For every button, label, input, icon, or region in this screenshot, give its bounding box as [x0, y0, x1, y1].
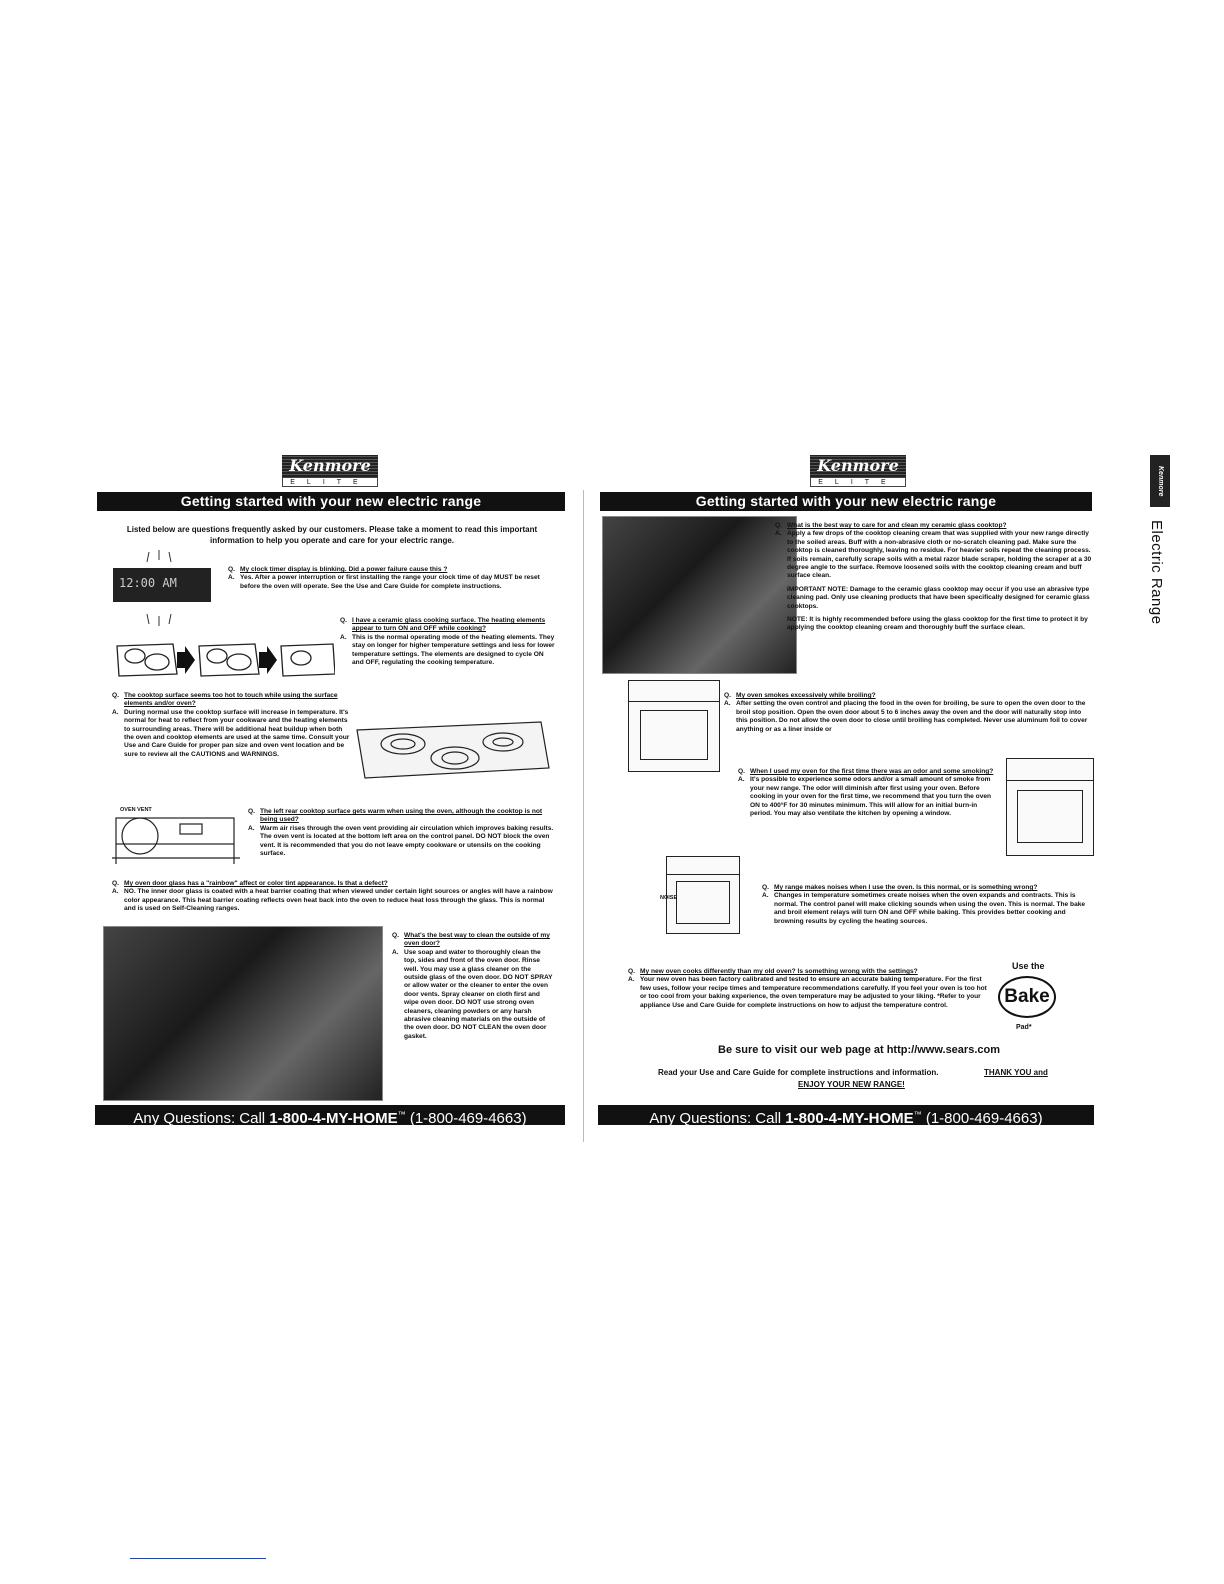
faq-question: What is the best way to care for and clean my ceramic glass cooktop?	[787, 522, 1007, 529]
q-label: Q.	[724, 692, 731, 699]
oven-vent-illustration	[112, 806, 240, 876]
footer-tm: ™	[913, 1110, 922, 1119]
range-illustration	[628, 680, 720, 772]
read-guide-text: Read your Use and Care Guide for complete instructions and information.	[658, 1068, 939, 1077]
questions-footer	[95, 1105, 565, 1125]
faq-question: I have a ceramic glass cooking surface. The heating elements appear to turn ON and OFF while cooking?	[352, 617, 546, 633]
faq-answer: Your new oven has been factory calibrated and tested to ensure an accurate baking temperature. For the first few uses, follow your recipe times and temperature recommendations carefully. If you feel your oven is too hot or too cool from your baking experience, the oven temperature may be adjusted to your liking. *Refer to your appliance Use and Care Guide for complete instructions on how to adjust the temperature control.	[640, 976, 987, 1009]
footnote-rule	[130, 1558, 266, 1559]
q-label: Q.	[248, 808, 255, 815]
faq-item	[775, 522, 1095, 633]
page-divider	[583, 490, 584, 1142]
faq-item	[228, 566, 558, 591]
faq-question: The cooktop surface seems too hot to touch while using the surface elements and/or oven?	[124, 692, 338, 708]
web-link-text: Be sure to visit our web page at http://www.sears.com	[718, 1044, 1000, 1056]
faq-answer: Use soap and water to thoroughly clean the top, sides and front of the oven door. Rinse well. You may use a glass cleaner on the outside glass of the oven door. DO NOT SPRAY or allow water or the cleaner to enter the oven door vents. Spray cleaner on cloth first and wipe oven door. DO NOT use strong oven cleaners, cleaning powders or any harsh abrasive cleaning materials on the outside of the oven door. DO NOT CLEAN the oven door gasket.	[404, 948, 553, 1040]
q-label: Q.	[228, 566, 235, 573]
kenmore-logo	[282, 455, 378, 487]
enjoy-text: ENJOY YOUR NEW RANGE!	[798, 1080, 905, 1089]
logo-sub: ELITE	[810, 477, 906, 487]
footer-prefix: Any Questions: Call	[649, 1110, 786, 1127]
a-label: A.	[340, 633, 347, 641]
logo-brand: Kenmore	[810, 455, 906, 477]
a-label: A.	[112, 708, 119, 716]
bake-use-text: Use the	[1012, 961, 1045, 971]
faq-answer: Yes. After a power interruption or first installing the range your clock time of day MUST be reset before the oven will operate. See the Use and Care Guide for complete instructions.	[240, 574, 540, 590]
footer-phone: 1-800-4-MY-HOME	[269, 1110, 398, 1127]
faq-answer: Warm air rises through the oven vent providing air circulation which improves baking results. The oven vent is located at the bottom left area on the control panel. DO NOT block the oven vent. It is recommended that you do not leave empty cookware or utensils on the cooking surface.	[260, 824, 554, 858]
side-title: Electric Range	[1148, 520, 1165, 625]
faq-answer: This is the normal operating mode of the heating elements. They stay on longer for higher temperature settings and less for lower temperature settings. The elements are designed to cycle ON and OFF, regulating the cooking temperature.	[352, 633, 555, 667]
footer-alt: (1-800-469-4663)	[921, 1110, 1043, 1127]
faq-answer: Changes in temperature sometimes create noises when the oven expands and contracts. This is normal. The control panel will make clicking sounds when using the oven. This is normal. The bake and broil element relays will turn ON and OFF while baking. This provides better cooking and browning results by cycling the heating sources.	[774, 892, 1086, 925]
a-label: A.	[775, 530, 782, 538]
faq-question: My oven smokes excessively while broiling?	[736, 692, 876, 699]
intro-text: Listed below are questions frequently asked by our customers. Please take a moment to read this important information to help you operate and care for your electric range.	[126, 525, 538, 545]
a-label: A.	[392, 948, 399, 956]
footer-prefix: Any Questions: Call	[133, 1110, 270, 1127]
faq-item	[112, 880, 556, 914]
noise-label: NOISE	[660, 895, 678, 901]
side-brand-tab: Kenmore	[1150, 455, 1170, 507]
faq-item	[738, 768, 1000, 818]
q-label: Q.	[392, 932, 399, 939]
faq-question: The left rear cooktop surface gets warm when using the oven, although the cooktop is not being used?	[260, 808, 543, 824]
q-label: Q.	[738, 768, 745, 775]
faq-question: My clock timer display is blinking. Did a power failure cause this ?	[240, 566, 448, 573]
thank-you-text: THANK YOU and	[984, 1068, 1048, 1077]
noisy-range-illustration	[650, 848, 746, 938]
faq-answer: After setting the oven control and placing the food in the oven for broiling, be sure to open the oven door to the broil stop position. Open the oven door about 5 to 6 inches away the oven and the door will naturally stop into this position. Do not allow the oven door to close until broiling has completed. Never use aluminum foil to cover anything or as a liner inside or	[736, 700, 1088, 733]
faq-question: My oven door glass has a "rainbow" affect or color tint appearance. Is that a defect?	[124, 880, 388, 887]
questions-footer	[598, 1105, 1094, 1125]
cleaning-cooktop-photo	[602, 516, 797, 674]
faq-answer: During normal use the cooktop surface will increase in temperature. It's normal for heat to reflect from your cookware and the heating elements to surrounding areas. There will be additional heat buildup when both the oven and cooktop elements are used at the same time. Consult your Use and Care Guide for proper pan size and oven vent location and be sure to review all the CAUTIONS and WARNINGS.	[124, 708, 350, 758]
bake-pad-icon: Bake	[998, 976, 1056, 1018]
logo-sub: ELITE	[282, 477, 378, 487]
q-label: Q.	[112, 880, 119, 887]
q-label: Q.	[775, 522, 782, 529]
clock-illustration	[113, 548, 211, 628]
q-label: Q.	[340, 617, 347, 624]
page-banner: Getting started with your new electric range	[97, 492, 565, 511]
faq-answer: It's possible to experience some odors and/or a small amount of smoke from your new range. The odor will diminish after first using your oven. Before cooking in your oven for the first time, we recommend that you turn the oven ON to 400°F for 30 minutes minimum. This will allow for an initial burn-in period. You may also ventilate the kitchen by opening a window.	[750, 776, 992, 818]
a-label: A.	[724, 700, 731, 708]
faq-item	[628, 968, 990, 1010]
faq-answer: Apply a few drops of the cooktop cleaning cream that was supplied with your new range directly to the soiled areas. Buff with a non-abrasive cloth or no-scratch cleaning pad. Make sure the cooktop is cleaned thoroughly, leaving no residue. For heavier soils repeat the cleaning process. If soils remain, carefully scrape soils with a metal razor blade scraper, holding the scraper at a 30 degree angle to the surface. Remove loosened soils with the cooktop cleaning cream and buff surface clean.	[787, 530, 1092, 580]
a-label: A.	[738, 776, 745, 784]
range-illustration	[1006, 758, 1094, 856]
vent-label: OVEN VENT	[120, 807, 152, 813]
footer-tm: ™	[397, 1110, 406, 1119]
a-label: A.	[628, 976, 635, 984]
faq-item	[392, 932, 554, 1041]
kenmore-logo	[810, 455, 906, 487]
faq-question: When I used my oven for the first time there was an odor and some smoking?	[750, 768, 994, 775]
bake-pad-text: Pad*	[1016, 1024, 1032, 1031]
a-label: A.	[762, 892, 769, 900]
a-label: A.	[228, 574, 235, 582]
faq-question: What's the best way to clean the outside of my oven door?	[404, 932, 550, 948]
faq-item	[724, 692, 1094, 734]
faq-note: NOTE: It is highly recommended before using the glass cooktop for the first time to protect it by applying the cooktop cleaning cream and thoroughly buff the surface clean.	[787, 616, 1088, 632]
logo-brand: Kenmore	[282, 455, 378, 477]
page-banner: Getting started with your new electric range	[600, 492, 1092, 511]
faq-note: IMPORTANT NOTE: Damage to the ceramic glass cooktop may occur if you use an abrasive type cleaning pad. Only use cleaning products that have been specifically designed for ceramic glass cooktops.	[787, 585, 1090, 610]
faq-question: My new oven cooks differently than my old oven? Is something wrong with the settings?	[640, 968, 918, 975]
clock-display-text: 12:00 AM	[119, 576, 177, 590]
faq-answer: NO. The inner door glass is coated with a heat barrier coating that when viewed under certain light sources or angles will have a rainbow color appearance. This heat barrier coating reflects oven heat back into the oven to reduce heat loss through the glass. This is normal and is used on Self-Cleaning ranges.	[124, 888, 553, 913]
faq-item	[762, 884, 1094, 926]
footer-phone: 1-800-4-MY-HOME	[785, 1110, 914, 1127]
q-label: Q.	[762, 884, 769, 891]
cleaning-door-photo	[103, 926, 383, 1101]
faq-item	[112, 692, 352, 759]
hot-cooktop-illustration	[355, 718, 551, 780]
faq-question: My range makes noises when I use the oven. Is this normal, or is something wrong?	[774, 884, 1038, 891]
a-label: A.	[248, 824, 255, 832]
q-label: Q.	[112, 692, 119, 699]
faq-item	[340, 617, 555, 667]
footer-alt: (1-800-469-4663)	[405, 1110, 527, 1127]
cooktop-elements-illustration	[115, 640, 335, 680]
q-label: Q.	[628, 968, 635, 975]
faq-item	[248, 808, 554, 858]
a-label: A.	[112, 888, 119, 896]
